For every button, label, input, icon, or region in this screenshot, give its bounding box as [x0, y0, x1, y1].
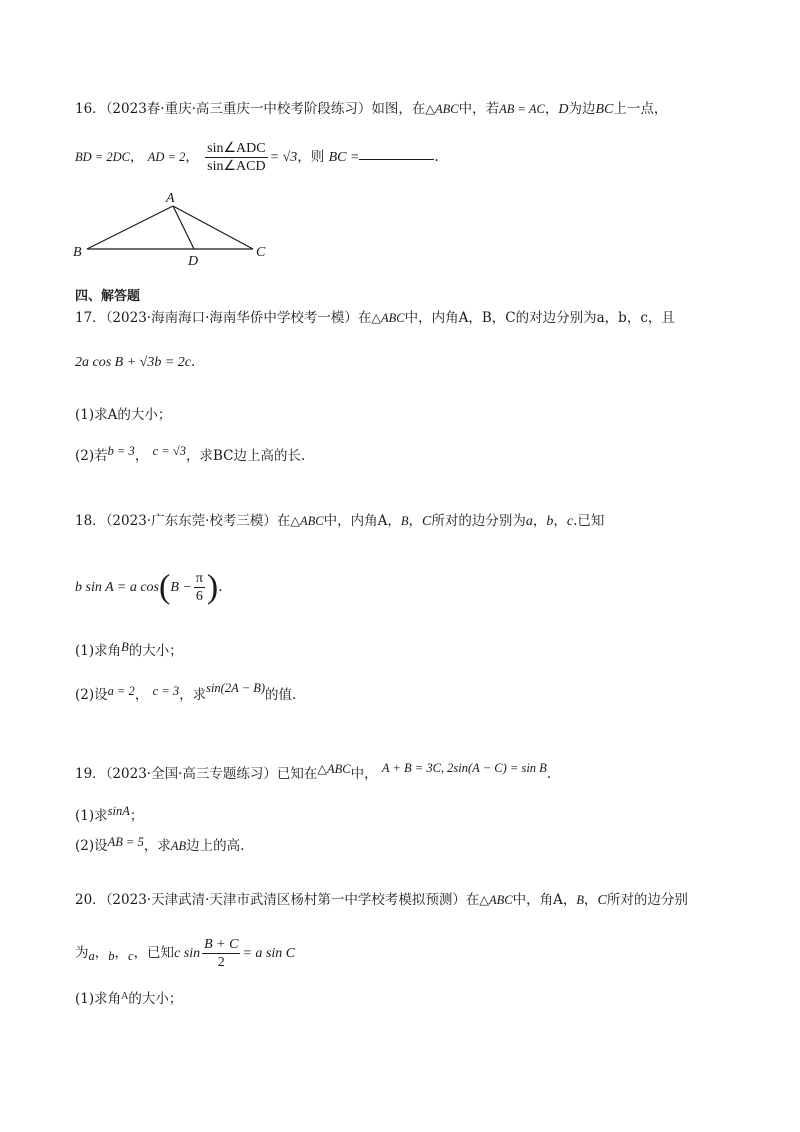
text: .	[218, 579, 223, 595]
text: ，求BC边上高的长.	[185, 448, 306, 464]
text: 中，内角A，	[323, 513, 401, 529]
math: C	[422, 514, 432, 529]
math: BC	[595, 102, 614, 117]
label-b: B	[73, 245, 82, 260]
text: ，已知	[133, 945, 175, 961]
q18-line1	[75, 512, 604, 531]
text: 的大小；	[128, 991, 183, 1007]
math: BC =	[328, 150, 360, 165]
math: c sin	[174, 946, 201, 961]
math: AD = 2	[147, 150, 186, 164]
q20-part1	[75, 988, 182, 1008]
text: (2)设	[75, 687, 108, 703]
text: 中，角A，	[512, 892, 577, 908]
label-a: A	[166, 191, 175, 206]
fraction	[202, 936, 240, 971]
math: a	[525, 514, 533, 529]
math: B	[576, 893, 585, 907]
q16-line1	[75, 100, 667, 119]
text: ；	[129, 808, 144, 824]
math: C	[597, 893, 607, 908]
text: 所对的边分别	[606, 892, 688, 908]
q19-part1	[75, 802, 143, 825]
text: (1)求	[75, 808, 108, 824]
text: .已知	[573, 513, 605, 529]
text: ，	[553, 513, 567, 529]
text: ，	[134, 687, 149, 703]
question-source: （2023·广东东莞·校考三模）	[105, 513, 277, 529]
math: △ABC	[290, 514, 324, 528]
text: ，	[129, 149, 144, 165]
text: (2)若	[75, 448, 108, 464]
q18-line2	[75, 570, 223, 605]
text: .	[191, 354, 196, 370]
math: B	[400, 514, 409, 528]
q19-part2	[75, 833, 244, 855]
text: .	[546, 766, 552, 782]
fraction-denominator: 6	[195, 589, 203, 604]
text: 的值.	[265, 687, 297, 703]
math: BD = 2DC	[75, 150, 130, 164]
question-source: （2023·海南海口·海南华侨中学校考一模）	[105, 310, 358, 326]
text: ，	[134, 448, 149, 464]
fraction-denominator: sin∠ACD	[207, 159, 266, 174]
text: 为边	[568, 101, 596, 117]
math: D	[558, 102, 569, 117]
text: ，	[532, 513, 547, 529]
text: ，	[408, 513, 423, 529]
text: 在	[357, 310, 372, 326]
math: b = 3	[107, 444, 135, 458]
math: b	[546, 514, 554, 529]
math: sinA	[107, 804, 130, 818]
text: ，	[544, 101, 559, 117]
math: 2a cos B + √3b = 2c	[75, 355, 192, 370]
math: = √3	[269, 150, 298, 165]
paren-left: (	[159, 568, 171, 606]
math: b sin A = a cos	[75, 580, 159, 595]
text: 中，	[350, 766, 378, 782]
fraction	[205, 140, 267, 175]
q16-line2	[75, 140, 439, 175]
math: c = 3	[152, 684, 180, 698]
text: .	[434, 149, 439, 165]
text: ，	[114, 945, 128, 961]
text: 为	[75, 945, 89, 961]
math: AB = 5	[107, 835, 144, 849]
question-number: 16．	[75, 101, 106, 117]
question-number: 18．	[75, 513, 106, 529]
q18-part1	[75, 638, 183, 660]
text: 上一点，	[613, 101, 668, 117]
fraction-numerator: B + C	[204, 937, 239, 952]
math: = a sin C	[242, 946, 296, 961]
text: (1)求角	[75, 991, 122, 1007]
text: 所对的边分别为	[431, 513, 526, 529]
text: ，求	[143, 838, 171, 854]
fraction-denominator: 2	[217, 955, 225, 970]
math: a = 2	[107, 684, 135, 698]
math: AB = AC	[499, 102, 545, 116]
text: 在	[276, 513, 291, 529]
question-source: （2023·天津武清·天津市武清区杨村第一中学校考模拟预测）	[105, 892, 466, 908]
answer-blank	[359, 159, 434, 160]
math: b	[108, 949, 115, 963]
label-d: D	[188, 254, 199, 269]
math: c	[128, 949, 134, 963]
q20-line2	[75, 936, 295, 971]
text: 中，内角A，B，C的对边分别为a，b，c，且	[404, 310, 675, 326]
text: 的大小；	[128, 643, 183, 659]
math: AB	[170, 839, 187, 853]
q17-line2	[75, 353, 195, 372]
q20-line1	[75, 891, 688, 910]
math: △ABC	[425, 102, 459, 116]
math: A + B = 3C, 2sin(A − C) = sin B	[381, 761, 547, 775]
math: sin(2A − B)	[206, 681, 265, 695]
label-c: C	[256, 245, 266, 260]
math: △ABC	[371, 311, 405, 325]
paren-right: )	[206, 568, 219, 606]
question-number: 19．	[75, 766, 106, 782]
triangle-figure	[60, 190, 280, 270]
q18-part2	[75, 679, 296, 704]
text: (1)求角	[75, 643, 122, 659]
fraction-numerator: sin∠ADC	[207, 141, 266, 156]
math: A	[121, 991, 129, 1002]
math: c = √3	[152, 444, 186, 458]
q17-part2	[75, 442, 305, 465]
math: △ABC	[317, 762, 351, 776]
section-heading: 四、解答题	[75, 289, 141, 304]
question-source: （2023春·重庆·高三重庆一中校考阶段练习）	[105, 101, 372, 117]
math: a	[88, 949, 95, 963]
q17-part1: (1)求A的大小；	[75, 407, 172, 423]
text: ，	[94, 945, 109, 961]
q19-line1	[75, 759, 551, 783]
q17-line1	[75, 309, 675, 327]
text: ，求	[179, 687, 207, 703]
question-source: （2023·全国·高三专题练习）	[105, 766, 277, 782]
text: 在	[465, 892, 480, 908]
text: ，则	[297, 149, 325, 165]
text: 已知在	[276, 766, 318, 782]
fraction-numerator: π	[195, 571, 203, 586]
fraction	[194, 570, 205, 605]
text: ，	[185, 149, 199, 165]
text: 边上的高.	[186, 838, 245, 854]
text: (2)设	[75, 838, 108, 854]
math: △ABC	[479, 893, 513, 907]
edge-ab	[87, 206, 173, 249]
question-number: 20．	[75, 892, 106, 908]
math: c	[566, 514, 574, 529]
question-number: 17．	[75, 310, 106, 326]
edge-ad	[173, 206, 194, 249]
text: 中，若	[458, 101, 500, 117]
math: B	[121, 640, 129, 654]
text: 如图，在	[371, 101, 426, 117]
edge-ac	[173, 206, 253, 249]
math: B −	[170, 580, 192, 595]
text: ，	[584, 892, 598, 908]
